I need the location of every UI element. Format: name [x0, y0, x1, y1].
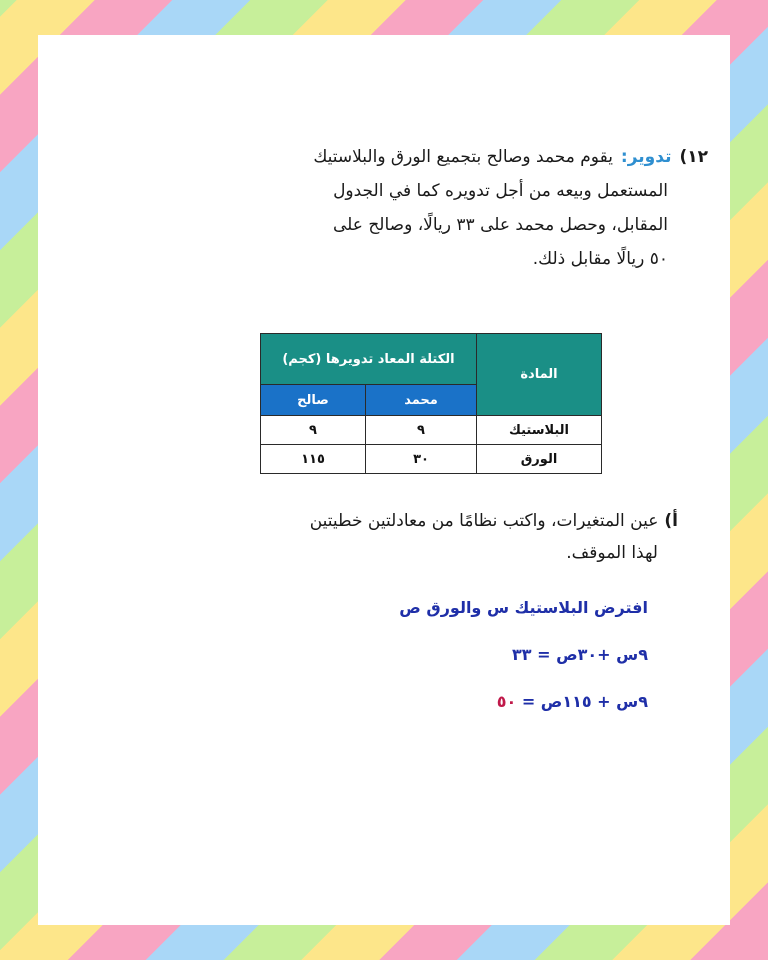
solution-assumption: افترض البلاستيك س والورق ص: [399, 598, 648, 617]
table-row: [261, 416, 602, 445]
header-mohammed: محمد: [366, 385, 477, 416]
problem-line-4: ٥٠ ريالًا مقابل ذلك.: [532, 249, 668, 269]
header-material: المادة: [477, 334, 602, 416]
problem-line-2: المستعمل وبيعه من أجل تدويره كما في الجدول: [333, 181, 668, 201]
equation-2-left: ٩س + ١١٥ص =: [521, 692, 648, 711]
solution-equation-2: [497, 692, 648, 711]
row-mohammed: ٩: [366, 416, 477, 445]
recycling-table: [260, 333, 602, 474]
solution-equation-1: ٩س +٣٠ص = ٣٣: [512, 645, 648, 664]
row-material: الورق: [477, 445, 602, 474]
equation-2-right: ٥٠: [496, 692, 517, 711]
question-line-2: لهذا الموقف.: [566, 543, 658, 563]
problem-line-1: يقوم محمد وصالح بتجميع الورق والبلاستيك: [313, 147, 613, 167]
question-a: [248, 505, 678, 569]
question-label: أ): [664, 511, 678, 531]
problem-keyword: تدوير:: [620, 147, 672, 167]
row-mohammed: ٣٠: [366, 445, 477, 474]
question-line-1: عين المتغيرات، واكتب نظامًا من معادلتين خطيتين: [309, 511, 659, 531]
header-mass: الكتلة المعاد تدويرها (كجم): [261, 334, 477, 385]
problem-text: [228, 140, 708, 276]
problem-line-3: المقابل، وحصل محمد على ٣٣ ريالًا، وصالح على: [332, 215, 668, 235]
problem-number: ١٢): [679, 147, 708, 167]
row-material: البلاستيك: [477, 416, 602, 445]
row-saleh: ٩: [261, 416, 366, 445]
table-row: [261, 445, 602, 474]
row-saleh: ١١٥: [261, 445, 366, 474]
header-saleh: صالح: [261, 385, 366, 416]
